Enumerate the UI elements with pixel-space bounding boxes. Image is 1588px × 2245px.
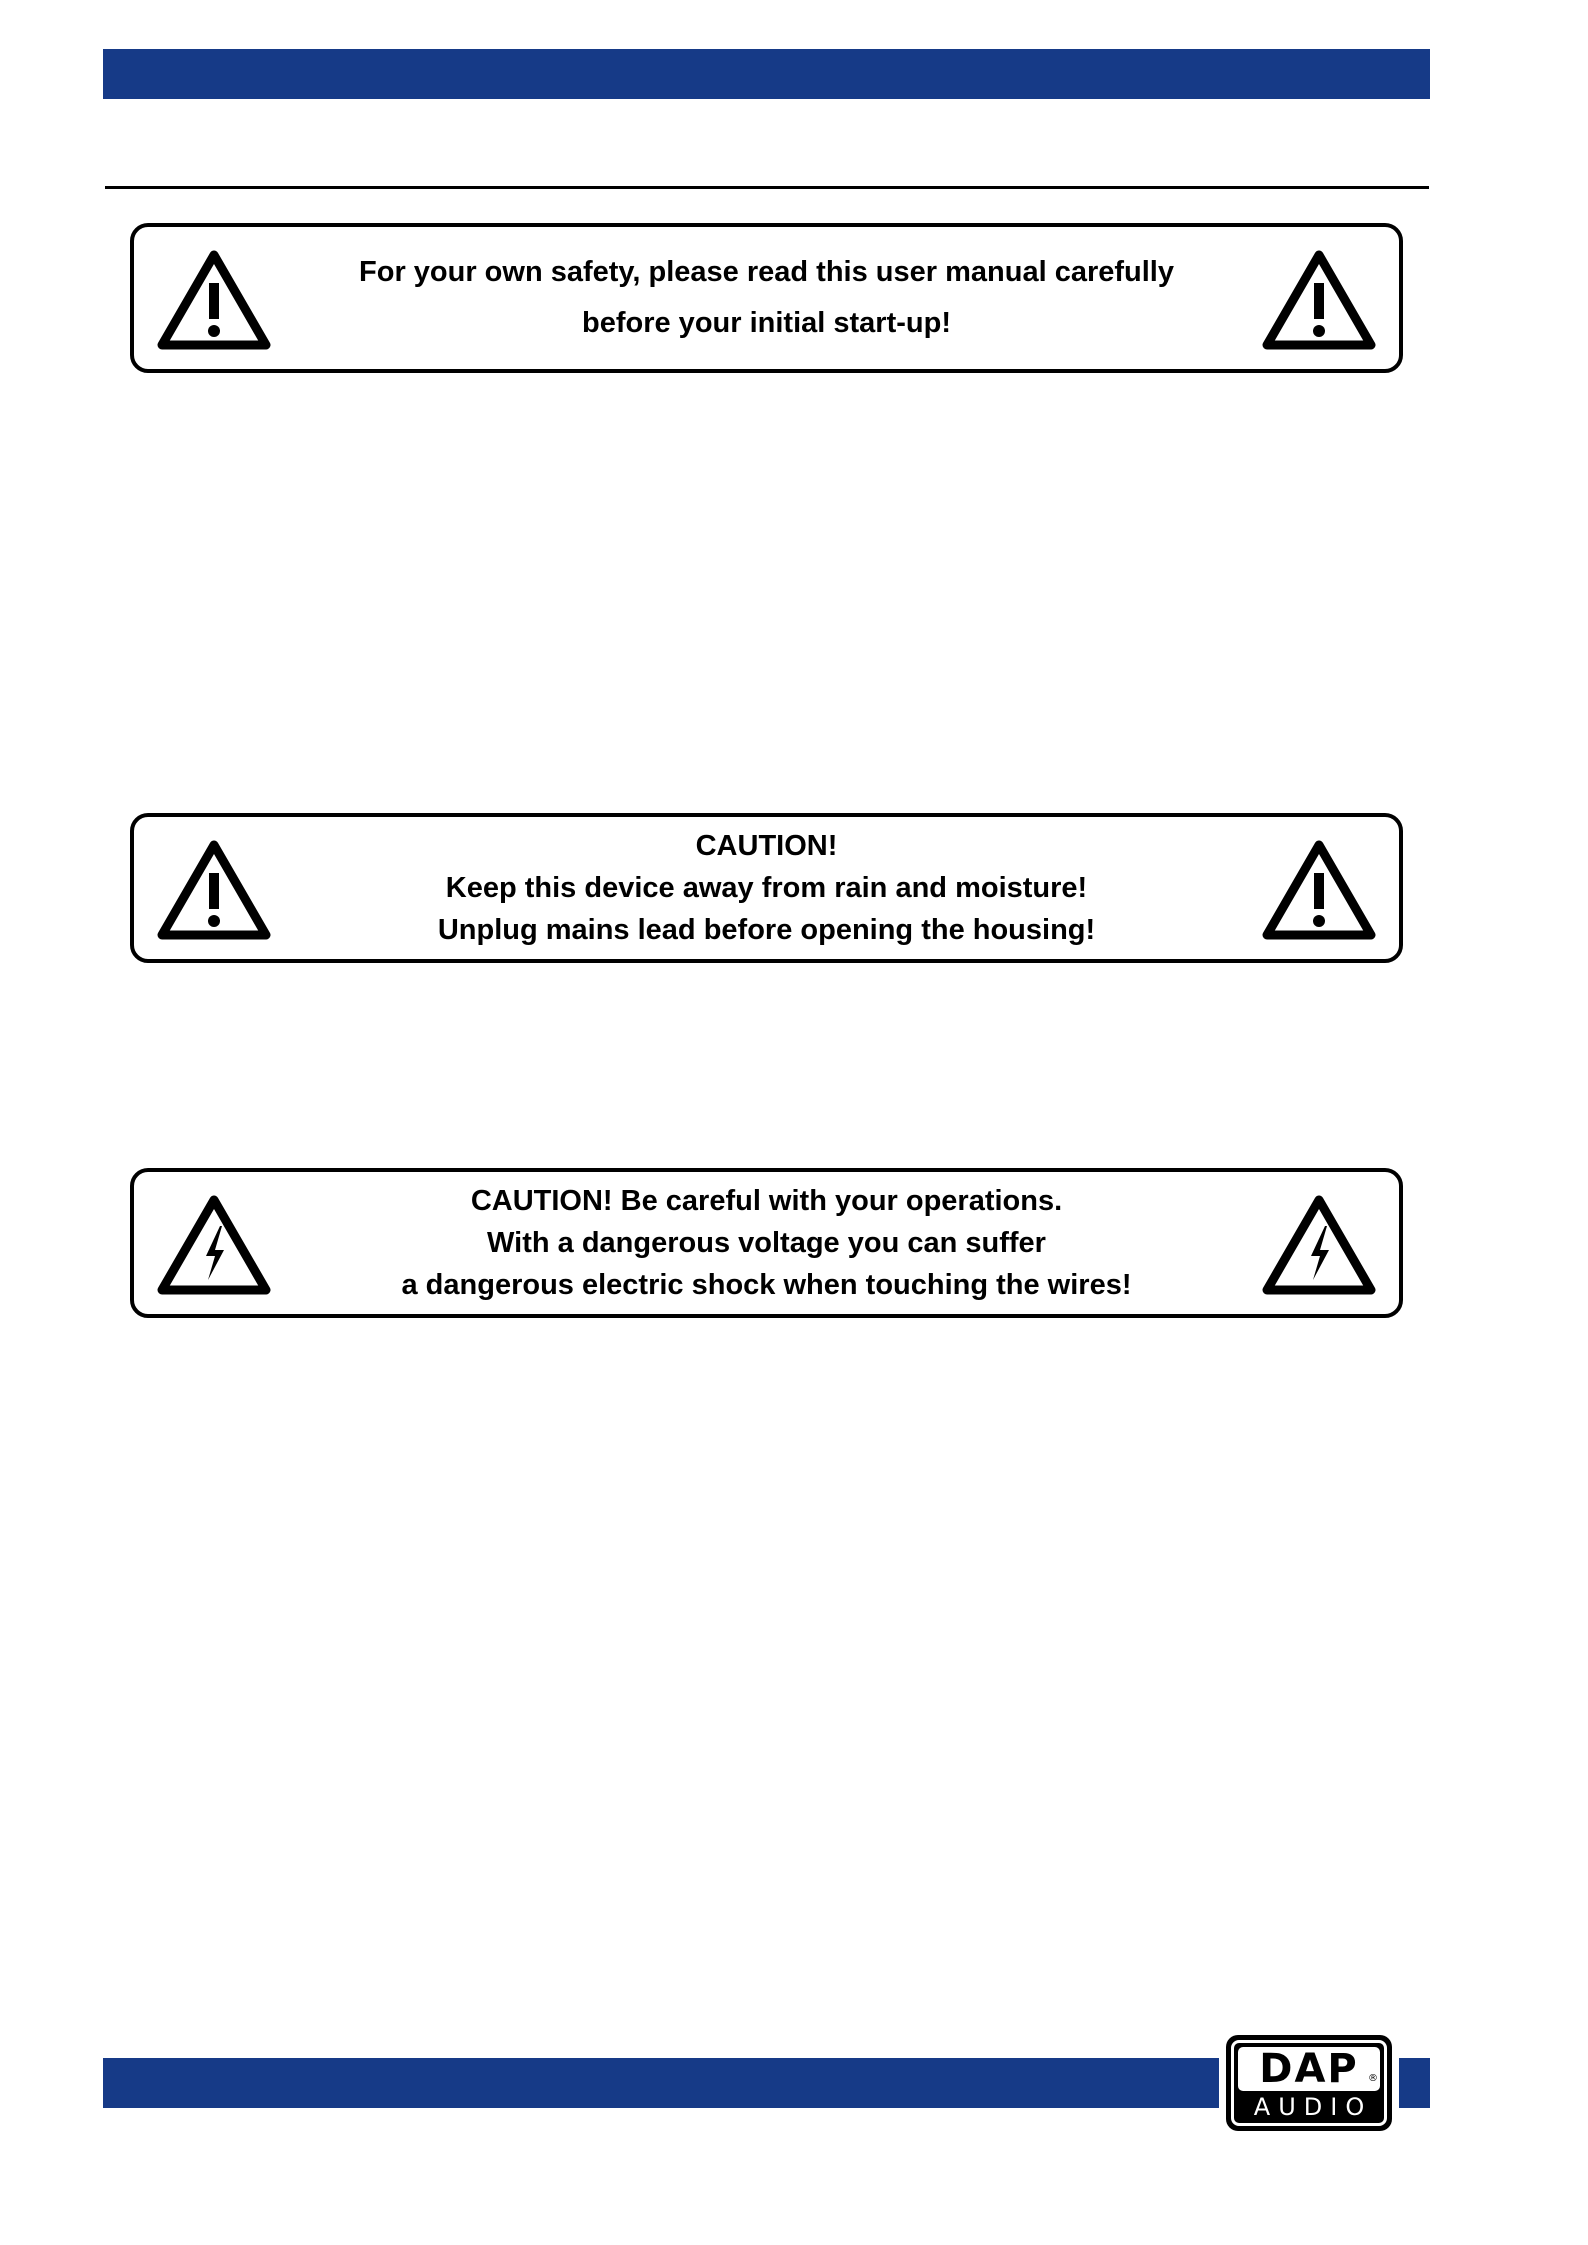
footer-color-bar-end — [1399, 2058, 1430, 2108]
logo-wordmark-top: DAP — [1238, 2047, 1380, 2091]
moisture-caution-box — [130, 813, 1403, 963]
notice-line: CAUTION! — [695, 830, 838, 862]
notice-line: CAUTION! Be careful with your operations. — [470, 1185, 1063, 1217]
notice-line: For your own safety, please read this user manual carefully — [359, 256, 1174, 288]
exclamation-triangle-icon — [154, 247, 274, 351]
safety-notice-box — [130, 223, 1403, 373]
electric-shock-caution-text — [294, 1172, 1239, 1314]
header-color-bar — [103, 49, 1430, 99]
footer-color-bar — [103, 2058, 1219, 2108]
notice-line: a dangerous electric shock when touching the wires! — [401, 1269, 1132, 1301]
logo-wordmark-bottom: AUDIO — [1253, 2093, 1373, 2121]
lightning-triangle-icon — [154, 1192, 274, 1296]
safety-notice-text — [294, 227, 1239, 369]
header-rule — [105, 186, 1429, 189]
dap-audio-logo — [1226, 2035, 1392, 2131]
exclamation-triangle-icon — [154, 837, 274, 941]
notice-line: before your initial start-up! — [582, 307, 951, 339]
moisture-caution-text — [294, 817, 1239, 959]
exclamation-triangle-icon — [1259, 247, 1379, 351]
electric-shock-caution-box — [130, 1168, 1403, 1318]
notice-line: Unplug mains lead before opening the housing! — [437, 914, 1096, 946]
logo-registered-mark: ® — [1368, 2073, 1378, 2084]
notice-line: With a dangerous voltage you can suffer — [487, 1227, 1046, 1259]
exclamation-triangle-icon — [1259, 837, 1379, 941]
notice-line: Keep this device away from rain and moisture! — [445, 872, 1088, 904]
lightning-triangle-icon — [1259, 1192, 1379, 1296]
